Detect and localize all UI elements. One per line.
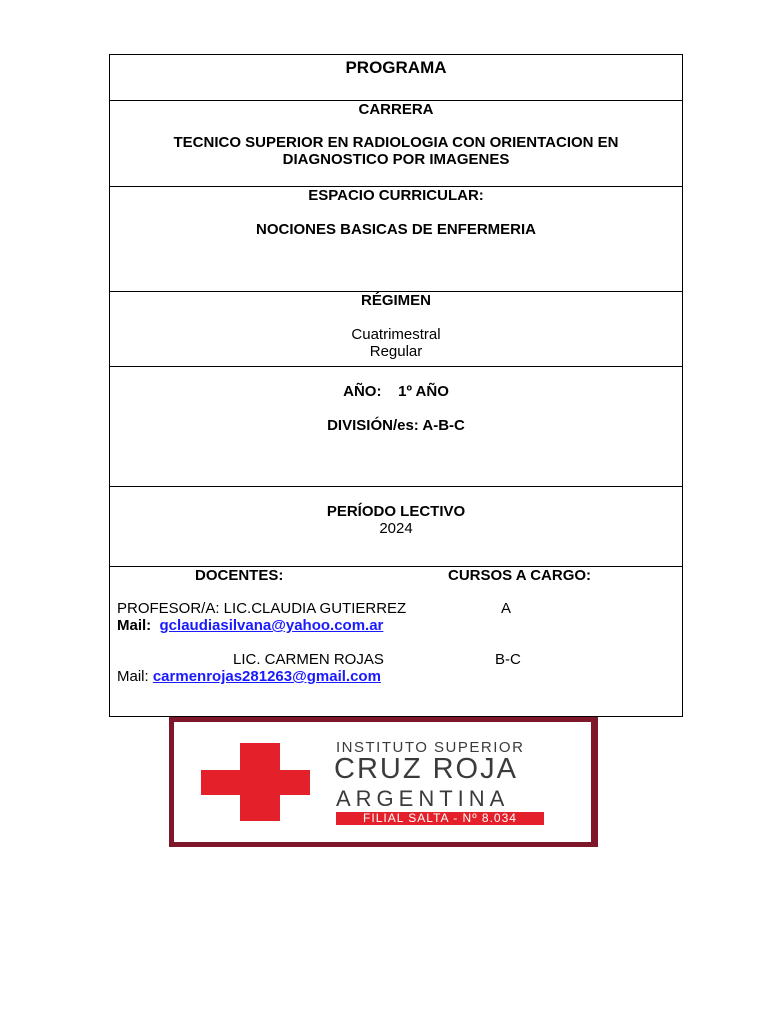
carrera-line-2: DIAGNOSTICO POR IMAGENES [282,151,510,168]
espacio-value: NOCIONES BASICAS DE ENFERMERIA [255,221,537,238]
teacher-1-course: A [501,600,512,617]
carrera-line-1: TECNICO SUPERIOR EN RADIOLOGIA CON ORIENTACION EN [173,134,619,151]
periodo-row [110,487,682,567]
teacher-1-mail-line [117,617,383,634]
teacher-2-name: LIC. CARMEN ROJAS [233,651,384,668]
regimen-label: RÉGIMEN [360,292,431,309]
logo-line-1: INSTITUTO SUPERIOR [336,739,525,756]
anio-label: AÑO: [343,383,382,400]
regimen-value-2: Regular [369,343,423,360]
regimen-value-1: Cuatrimestral [351,326,441,343]
espacio-row [110,187,682,292]
logo-line-3: ARGENTINA [336,786,510,811]
program-table [109,54,683,717]
carrera-row [110,101,682,187]
docentes-header: DOCENTES: [195,567,284,584]
title-row [110,55,682,101]
anio-row [110,367,682,487]
teacher-2-course: B-C [495,651,521,668]
periodo-value: 2024 [379,520,413,537]
teacher-2-mail-link[interactable]: carmenrojas281263@gmail.com [152,668,381,685]
espacio-label: ESPACIO CURRICULAR: [308,187,484,204]
logo-panel [174,722,591,842]
logo-line-2: CRUZ ROJA [334,753,518,785]
teacher-1-mail-label: Mail: [117,617,152,634]
periodo-label: PERÍODO LECTIVO [326,503,466,520]
teacher-2-mail-label: Mail: [117,668,149,685]
docentes-row [110,567,682,718]
regimen-row [110,292,682,367]
red-cross-icon-bar [201,770,310,795]
teacher-1-mail-link[interactable]: gclaudiasilvana@yahoo.com.ar [159,617,384,634]
anio-value: 1º AÑO [398,383,449,400]
carrera-label: CARRERA [358,101,434,118]
teacher-2-mail-line [117,668,381,685]
teacher-1-name: PROFESOR/A: LIC.CLAUDIA GUTIERREZ [117,600,407,617]
logo-line-4: FILIAL SALTA - Nº 8.034 [336,812,544,825]
page-title: PROGRAMA [345,58,447,77]
anio-line [110,383,682,400]
division-value: DIVISIÓN/es: A-B-C [327,417,465,434]
cursos-header: CURSOS A CARGO: [448,567,592,584]
institute-logo [169,717,598,847]
